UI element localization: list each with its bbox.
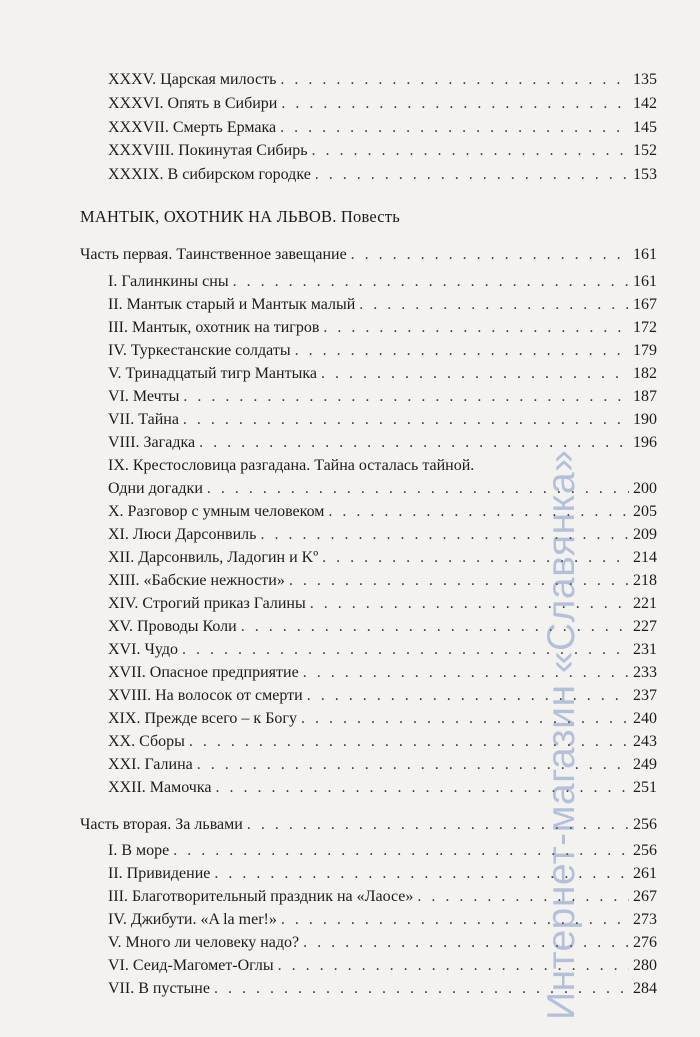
toc-entry-label: I. В море [108,842,170,859]
toc-entry-page: 267 [633,888,657,905]
dot-leader [321,364,629,384]
toc-entry-page: 276 [633,934,657,951]
toc-entry-page: 200 [633,480,657,497]
toc-entry-label: XXXVIII. Покинутая Сибирь [108,142,308,159]
toc-entry-label: IV. Джибути. «A la mer!» [108,911,277,928]
watermark: Интернет-магазин «Славянка» [540,449,583,1020]
toc-entry-page: 256 [633,842,657,859]
toc-entry-page: 167 [633,296,657,313]
toc-entry-label: XXXV. Царская милость [108,71,277,88]
toc-entry-label: XV. Проводы Коли [108,618,237,635]
toc-entry-label: VI. Сеид-Магомет-Оглы [108,957,274,974]
toc-entry-page: 196 [633,434,657,451]
toc-entry [108,118,657,140]
toc-entry-label: VI. Мечты [108,388,180,405]
toc-entry-label: III. Мантык, охотник на тигров [108,319,320,336]
toc-entry-label: XXXVII. Смерть Ермака [108,119,277,136]
toc-entry [108,94,657,116]
toc-entry-page: 179 [633,342,657,359]
dot-leader [183,410,629,430]
toc-entry-label-line1: IX. Крестословица разгадана. Тайна осталась тайной. [108,457,475,474]
toc-entry-label: XXXIX. В сибирском городке [108,166,311,183]
toc-entry-label: XI. Люси Дарсонвиль [108,526,257,543]
toc-entry-page: 273 [633,911,657,928]
dot-leader [280,70,629,90]
toc-entry-label: XX. Сборы [108,733,185,750]
dot-leader [351,245,629,265]
toc-entry-label: XXII. Мамочка [108,779,212,796]
toc-entry-label: V. Много ли человеку надо? [108,934,300,951]
dot-leader [359,295,629,315]
toc-entry-page: 190 [633,411,657,428]
toc-entry-page: 243 [633,733,657,750]
toc-entry-label: X. Разговор с умным человеком [108,503,325,520]
part-heading-label: Часть вторая. За львами [80,816,243,833]
toc-entry [108,410,657,432]
toc-entry-label: II. Привидение [108,865,211,882]
toc-entry-page: 172 [633,319,657,336]
toc-entry-label: V. Тринадцатый тигр Мантыка [108,365,317,382]
dot-leader [280,118,629,138]
dot-leader [323,318,629,338]
toc-entry-page: 135 [633,71,657,88]
toc-entry-page: 218 [633,572,657,589]
toc-entry-label: XVIII. На волосок от смерти [108,687,303,704]
toc-entry-label: XIII. «Бабские нежности» [108,572,285,589]
dot-leader [183,387,629,407]
toc-entry [108,364,657,386]
toc-entry-label: XXXVI. Опять в Сибири [108,95,278,112]
dot-leader [295,341,629,361]
toc-entry [108,295,657,317]
section-heading: МАНТЫК, ОХОТНИК НА ЛЬВОВ. Повесть [80,207,400,226]
toc-entry-page: 187 [633,388,657,405]
toc-entry-page: 261 [633,865,657,882]
dot-leader [315,165,629,185]
toc-entry-page: 209 [633,526,657,543]
toc-entry-page: 153 [633,166,657,183]
toc-entry-label: II. Мантык старый и Мантык малый [108,296,356,313]
toc-entry-page: 251 [633,779,657,796]
toc-entry-page: 233 [633,664,657,681]
toc-entry-label: XXI. Галина [108,756,193,773]
toc-entry-page: 205 [633,503,657,520]
dot-leader [281,94,629,114]
toc-entry-label: IV. Туркестанские солдаты [108,342,291,359]
part-heading-label: Часть первая. Таинственное завещание [80,246,347,263]
toc-entry-page: 284 [633,980,657,997]
toc-entry [108,70,657,92]
toc-entry-label: VII. В пустыне [108,980,210,997]
dot-leader [233,272,629,292]
toc-entry-page: 161 [633,273,657,290]
toc-entry-page: 182 [633,365,657,382]
toc-entry [108,387,657,409]
toc-entry-page: 231 [633,641,657,658]
toc-entry-label: III. Благотворительный праздник на «Лаосе» [108,888,414,905]
toc-entry-label: XIV. Строгий приказ Галины [108,595,306,612]
part-heading-page: 256 [633,816,657,833]
toc-entry-page: 227 [633,618,657,635]
part-heading-page: 161 [633,246,657,263]
toc-entry-label: XVI. Чудо [108,641,178,658]
toc-entry-page: 249 [633,756,657,773]
toc-entry-label: XIX. Прежде всего – к Богу [108,710,297,727]
part-heading [80,245,657,267]
toc-entry-label: VII. Тайна [108,411,179,428]
toc-entry-page: 142 [633,95,657,112]
toc-entry-page: 152 [633,142,657,159]
dot-leader [417,887,629,907]
toc-entry-label: XVII. Опасное предприятие [108,664,299,681]
toc-entry-label: I. Галинкины сны [108,273,229,290]
toc-entry-label: Одни догадки [108,480,203,497]
toc-entry-label: XII. Дарсонвиль, Ладогин и Kº [108,549,319,566]
toc-entry-page: 221 [633,595,657,612]
toc-entry [108,165,657,187]
toc-entry [108,341,657,363]
toc-entry-label: VIII. Загадка [108,434,196,451]
toc-entry [108,141,657,163]
toc-entry-page: 145 [633,119,657,136]
toc-entry [108,272,657,294]
toc-entry-page: 280 [633,957,657,974]
toc-entry-page: 240 [633,710,657,727]
toc-entry-page: 237 [633,687,657,704]
dot-leader [312,141,629,161]
toc-entry-page: 214 [633,549,657,566]
toc-entry [108,318,657,340]
